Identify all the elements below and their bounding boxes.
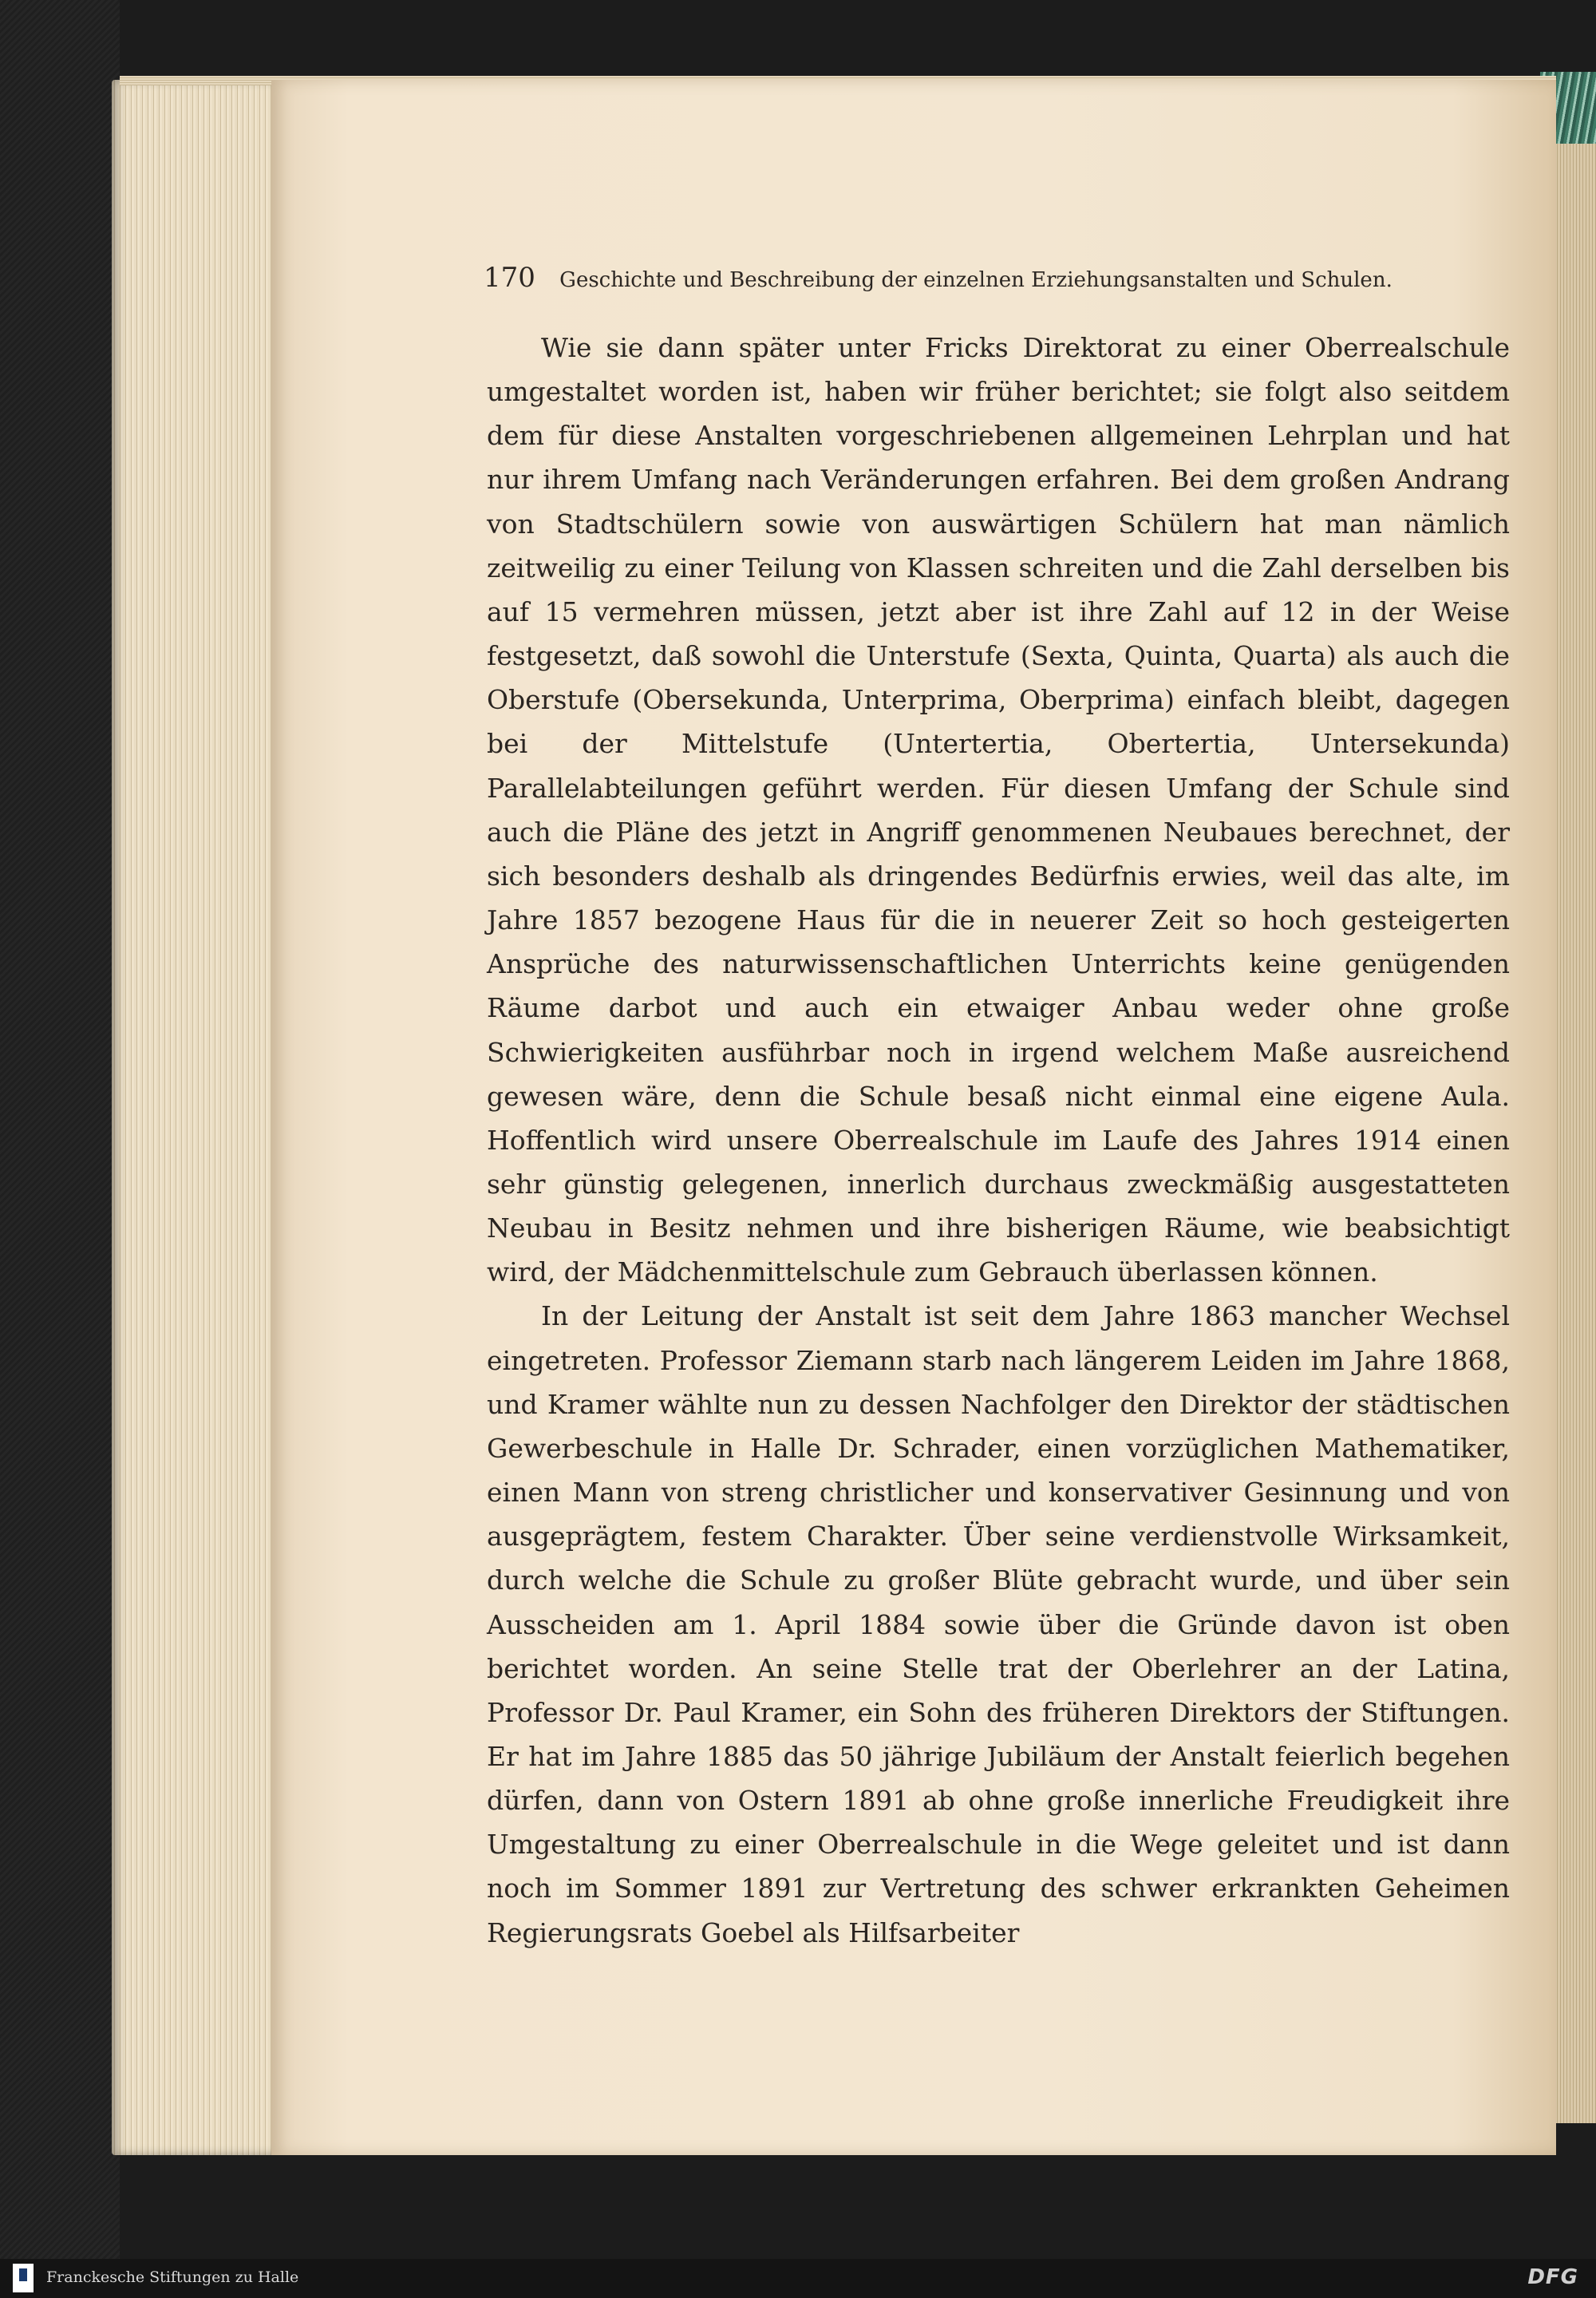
page-stack-left (112, 80, 279, 2155)
page-number: 170 (484, 262, 535, 294)
running-header (484, 262, 1430, 294)
running-head-title: Geschichte und Beschreibung der einzelnen Erziehungsanstalten und Schulen. (559, 268, 1393, 292)
viewer-footer (0, 2259, 1596, 2298)
dfg-logo: DFG (1527, 2265, 1578, 2289)
institution-name: Franckesche Stiftungen zu Halle (46, 2268, 299, 2286)
book-cover-edge (0, 0, 120, 2259)
paragraph-1: Wie sie dann später unter Fricks Direktorat zu einer Oberrealschule umgestaltet worden ist, haben wir früher berichtet; sie folgt also seitdem dem für diese Anstalten vorgeschriebenen allgemeinen Lehrplan und hat nur ihrem Umfang nach Veränderungen erfahren. Bei dem großen Andrang von Stadtschülern sowie von auswärtigen Schülern hat man nämlich zeitweilig zu einer Teilung von Klassen schreiten und die Zahl derselben bis auf 15 vermehren müssen, jetzt aber ist ihre Zahl auf 12 in der Weise festgesetzt, daß sowohl die Unterstufe (Sexta, Quinta, Quarta) als auch die Oberstufe (Obersekunda, Unterprima, Oberprima) einfach bleibt, dagegen bei der Mittelstufe (Untertertia, Obertertia, Untersekunda) Parallelabteilungen geführt werden. Für diesen Umfang der Schule sind auch die Pläne des jetzt in Angriff genommenen Neubaues berechnet, der sich besonders deshalb als dringendes Bedürfnis erwies, weil das alte, im Jahre 1857 bezogene Haus für die in neuerer Zeit so hoch gesteigerten Ansprüche des naturwissenschaftlichen Unterrichts keine genügenden Räume darbot und auch ein etwaiger Anbau weder ohne große Schwierigkeiten ausführbar noch in irgend welchem Maße ausreichend gewesen wäre, denn die Schule besaß nicht einmal eine eigene Aula. Hoffentlich wird unsere Oberrealschule im Laufe des Jahres 1914 einen sehr günstig gelegenen, innerlich durchaus zweckmäßig ausgestatteten Neubau in Besitz nehmen und ihre bisherigen Räume, wie beabsichtigt wird, der Mädchenmittelschule zum Gebrauch überlassen können. (487, 332, 1510, 1288)
paragraph-2: In der Leitung der Anstalt ist seit dem Jahre 1863 mancher Wechsel eingetreten. Professor Ziemann starb nach längerem Leiden im Jahre 1868, und Kramer wählte nun zu dessen Nachfolger den Direktor der städtischen Gewerbeschule in Halle Dr. Schrader, einen vorzüglichen Mathematiker, einen Mann von streng christlicher und konservativer Gesinnung und von ausgeprägtem, festem Charakter. Über seine verdienstvolle Wirksamkeit, durch welche die Schule zu großer Blüte gebracht wurde, und über sein Ausscheiden am 1. April 1884 sowie über die Gründe davon ist oben berichtet worden. An seine Stelle trat der Oberlehrer an der Latina, Professor Dr. Paul Kramer, ein Sohn des früheren Direktors der Stiftungen. Er hat im Jahre 1885 das 50 jährige Jubiläum der Anstalt feierlich begehen dürfen, dann von Ostern 1891 ab ohne große innerliche Freudigkeit ihre Umgestaltung zu einer Oberrealschule in die Wege geleitet und ist dann noch im Sommer 1891 zur Vertretung des schwer erkrankten Geheimen Regierungsrats Goebel als Hilfsarbeiter (487, 1300, 1510, 1948)
francke-foundation-logo-icon (13, 2264, 34, 2292)
body-text (487, 326, 1510, 1955)
